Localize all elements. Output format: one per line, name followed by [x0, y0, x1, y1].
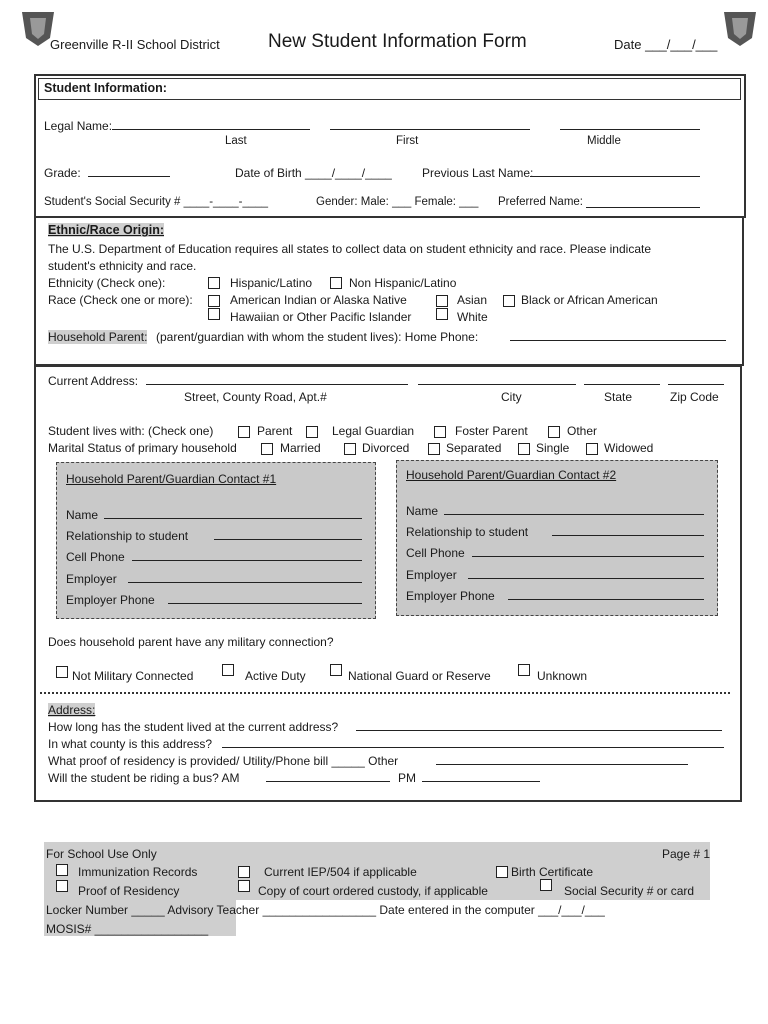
birth-certificate-checkbox[interactable]: [496, 866, 508, 878]
first-caption: First: [396, 135, 419, 147]
legal-guardian-checkbox[interactable]: [306, 426, 318, 438]
ethnic-notice-line1: The U.S. Department of Education requires all states to collect data on student ethnicity and race. Please indicate: [48, 242, 652, 256]
proof-residency-checkbox[interactable]: [56, 880, 68, 892]
social-security-label: Social Security # or card: [564, 884, 695, 898]
active-duty-label: Active Duty: [245, 669, 306, 683]
contact1-relationship-label: Relationship to student: [66, 529, 189, 543]
custody-checkbox[interactable]: [238, 880, 250, 892]
non-hispanic-checkbox[interactable]: [330, 277, 342, 289]
county-field[interactable]: [222, 736, 724, 748]
contact1-name-field[interactable]: [104, 507, 362, 519]
how-long-label: How long has the student lived at the current address?: [48, 720, 339, 734]
non-hispanic-label: Non Hispanic/Latino: [349, 276, 457, 290]
proof-residency-label: Proof of Residency: [78, 884, 180, 898]
form-title: New Student Information Form: [268, 31, 527, 52]
parent-label: Parent: [257, 424, 293, 438]
parent-checkbox[interactable]: [238, 426, 250, 438]
national-guard-label: National Guard or Reserve: [348, 669, 491, 683]
school-use-heading: For School Use Only: [46, 847, 157, 861]
contact1-employer-field[interactable]: [128, 571, 362, 583]
contact2-employer-phone-label: Employer Phone: [406, 589, 495, 603]
contact1-relationship-field[interactable]: [214, 528, 362, 540]
middle-name-field[interactable]: [560, 118, 700, 130]
contact2-relationship-label: Relationship to student: [406, 525, 529, 539]
current-address-label: Current Address:: [48, 374, 139, 388]
how-long-field[interactable]: [356, 719, 722, 731]
not-military-checkbox[interactable]: [56, 666, 68, 678]
contact2-employer-field[interactable]: [468, 567, 704, 579]
preferred-name-label: Preferred Name:: [498, 196, 584, 208]
zip-field[interactable]: [668, 373, 724, 385]
middle-caption: Middle: [587, 135, 621, 147]
marital-label: Marital Status of primary household: [48, 441, 237, 455]
bus-pm-field[interactable]: [422, 770, 540, 782]
contact1-employer-label: Employer: [66, 572, 117, 586]
national-guard-checkbox[interactable]: [330, 664, 342, 676]
social-security-checkbox[interactable]: [540, 879, 552, 891]
household-parent-label: Household Parent:: [48, 330, 148, 344]
district-crest-right-icon: [720, 8, 760, 48]
contact1-employer-phone-label: Employer Phone: [66, 593, 155, 607]
contact1-cell-field[interactable]: [132, 549, 362, 561]
iep-checkbox[interactable]: [238, 866, 250, 878]
immunization-checkbox[interactable]: [56, 864, 68, 876]
black-label: Black or African American: [521, 293, 658, 307]
legal-guardian-label: Legal Guardian: [332, 424, 415, 438]
preferred-name-field[interactable]: [586, 196, 700, 208]
date-field[interactable]: Date ___/___/___: [614, 37, 718, 52]
black-checkbox[interactable]: [503, 295, 515, 307]
hawaiian-label: Hawaiian or Other Pacific Islander: [230, 310, 412, 324]
contact2-employer-label: Employer: [406, 568, 457, 582]
contact2-name-field[interactable]: [444, 503, 704, 515]
custody-label: Copy of court ordered custody, if applicable: [258, 884, 488, 898]
military-question: Does household parent have any military connection?: [48, 635, 334, 649]
contact2-heading: Household Parent/Guardian Contact #2: [406, 468, 617, 482]
widowed-checkbox[interactable]: [586, 443, 598, 455]
gender-field[interactable]: Gender: Male: ___ Female: ___: [316, 196, 479, 208]
bus-label: Will the student be riding a bus? AM: [48, 771, 240, 785]
zip-caption: Zip Code: [670, 390, 719, 404]
ethnicity-label: Ethnicity (Check one):: [48, 276, 166, 290]
last-caption: Last: [225, 135, 247, 147]
birth-certificate-label: Birth Certificate: [511, 865, 594, 879]
state-caption: State: [604, 390, 633, 404]
unknown-label: Unknown: [537, 669, 588, 683]
city-field[interactable]: [418, 373, 576, 385]
asian-checkbox[interactable]: [436, 295, 448, 307]
single-label: Single: [536, 441, 570, 455]
student-info-heading: Student Information:: [44, 81, 167, 95]
proof-other-field[interactable]: [436, 753, 688, 765]
mosis-field[interactable]: MOSIS# _________________: [46, 922, 209, 936]
district-name: Greenville R-II School District: [50, 37, 220, 52]
county-label: In what county is this address?: [48, 737, 213, 751]
single-checkbox[interactable]: [518, 443, 530, 455]
locker-advisory-line[interactable]: Locker Number _____ Advisory Teacher _________________ Date entered in the computer ___/___/___: [46, 903, 605, 917]
grade-field[interactable]: [88, 165, 170, 177]
not-military-label: Not Military Connected: [72, 669, 194, 683]
american-indian-label: American Indian or Alaska Native: [230, 293, 407, 307]
contact1-cell-label: Cell Phone: [66, 550, 125, 564]
asian-label: Asian: [457, 293, 488, 307]
ethnic-notice-line2: student's ethnicity and race.: [48, 259, 197, 273]
married-label: Married: [280, 441, 321, 455]
legal-name-label: Legal Name:: [44, 119, 113, 133]
iep-label: Current IEP/504 if applicable: [264, 865, 417, 879]
contact2-employer-phone-field[interactable]: [508, 588, 704, 600]
married-checkbox[interactable]: [261, 443, 273, 455]
foster-parent-checkbox[interactable]: [434, 426, 446, 438]
ethnic-race-heading: Ethnic/Race Origin:: [48, 223, 164, 237]
lives-with-label: Student lives with: (Check one): [48, 424, 214, 438]
hispanic-checkbox[interactable]: [208, 277, 220, 289]
widowed-label: Widowed: [604, 441, 654, 455]
separated-label: Separated: [446, 441, 502, 455]
hawaiian-checkbox[interactable]: [208, 308, 220, 320]
bus-am-field[interactable]: [266, 770, 390, 782]
active-duty-checkbox[interactable]: [222, 664, 234, 676]
contact1-heading: Household Parent/Guardian Contact #1: [66, 472, 277, 486]
dob-field[interactable]: Date of Birth ____/____/____: [235, 166, 392, 180]
dotted-divider: [40, 692, 730, 694]
contact2-relationship-field[interactable]: [552, 524, 704, 536]
race-label: Race (Check one or more):: [48, 293, 193, 307]
state-field[interactable]: [584, 373, 660, 385]
pm-label: PM: [398, 771, 416, 785]
previous-last-name-field[interactable]: [530, 165, 700, 177]
contact2-cell-field[interactable]: [472, 545, 704, 557]
divorced-checkbox[interactable]: [344, 443, 356, 455]
divorced-label: Divorced: [362, 441, 410, 455]
address-subheading: Address:: [48, 703, 96, 717]
contact1-name-label: Name: [66, 508, 99, 522]
american-indian-checkbox[interactable]: [208, 295, 220, 307]
white-checkbox[interactable]: [436, 308, 448, 320]
first-name-field[interactable]: [330, 118, 530, 130]
city-caption: City: [501, 390, 522, 404]
page-number: Page # 1: [662, 847, 711, 861]
foster-parent-label: Foster Parent: [455, 424, 528, 438]
contact2-cell-label: Cell Phone: [406, 546, 465, 560]
home-phone-field[interactable]: [510, 329, 726, 341]
contact2-name-label: Name: [406, 504, 439, 518]
separated-checkbox[interactable]: [428, 443, 440, 455]
white-label: White: [457, 310, 488, 324]
immunization-label: Immunization Records: [78, 865, 198, 879]
household-parent-desc: (parent/guardian with whom the student lives): Home Phone:: [156, 330, 479, 344]
ssn-field[interactable]: Student's Social Security # ____-____-____: [44, 196, 269, 208]
street-caption: Street, County Road, Apt.#: [184, 390, 327, 404]
hispanic-label: Hispanic/Latino: [230, 276, 313, 290]
grade-label: Grade:: [44, 166, 81, 180]
other-checkbox[interactable]: [548, 426, 560, 438]
unknown-checkbox[interactable]: [518, 664, 530, 676]
street-field[interactable]: [146, 373, 408, 385]
previous-last-name-label: Previous Last Name:: [422, 166, 534, 180]
proof-label: What proof of residency is provided/ Utility/Phone bill _____ Other: [48, 754, 399, 768]
other-label: Other: [567, 424, 598, 438]
last-name-field[interactable]: [112, 118, 310, 130]
contact1-employer-phone-field[interactable]: [168, 592, 362, 604]
